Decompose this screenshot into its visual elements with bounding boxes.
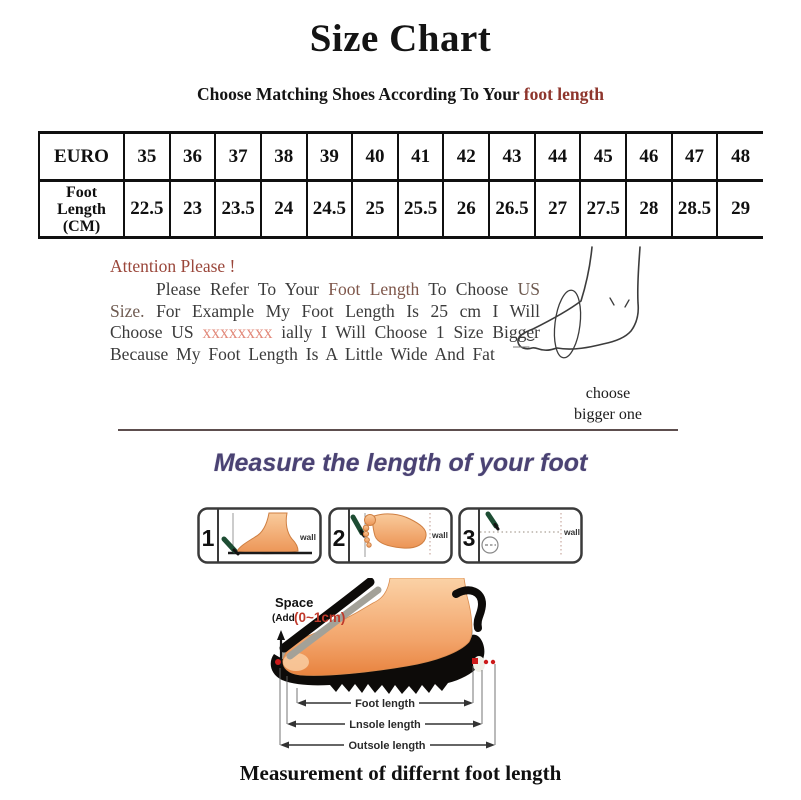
foot-length-inline: Foot Length (328, 279, 420, 299)
big-toe (365, 515, 376, 526)
attention-paragraph: Please Refer To Your Foot Length To Choose US Size. For Example My Foot Length Is 25 cm I Will Choose US xxxxxxxx ially I Will Choose 1 Size Bigger Because My Foot Length Is A Little Wide And Fat (110, 279, 540, 364)
euro-size: 37 (215, 133, 261, 181)
euro-size: 35 (124, 133, 170, 181)
euro-size: 48 (717, 133, 763, 181)
step-1-panel (197, 507, 322, 564)
foot-length-arrow (297, 695, 473, 710)
euro-size: 42 (443, 133, 489, 181)
foot-length-cm: 26.5 (489, 181, 535, 238)
subtitle-highlight: foot length (523, 84, 604, 104)
wall-label: wall (563, 527, 580, 537)
euro-header: EURO (39, 133, 124, 181)
censored-text: xxxxxxxx (202, 322, 273, 342)
heel-point-marker (472, 658, 478, 664)
choose-bigger-note: choose bigger one (574, 385, 642, 424)
foot-length-cm: 25 (352, 181, 398, 238)
wall-label: wall (431, 530, 448, 540)
foot-length-cm: 27 (535, 181, 581, 238)
attention-heading: Attention Please ! (110, 256, 236, 276)
euro-size: 36 (170, 133, 216, 181)
euro-size: 41 (398, 133, 444, 181)
size-table (38, 131, 763, 239)
euro-size: 47 (672, 133, 718, 181)
subtitle (0, 84, 801, 105)
attention-block (110, 256, 540, 365)
foot-length-cm: 27.5 (580, 181, 626, 238)
foot-length-cm: 28 (626, 181, 672, 238)
foot-length-cm: 23.5 (215, 181, 261, 238)
foot-length-cm: 26 (443, 181, 489, 238)
section-divider (118, 429, 678, 431)
euro-size: 39 (307, 133, 353, 181)
euro-size: 40 (352, 133, 398, 181)
insole-length-label: Lnsole length (349, 719, 421, 731)
footlength-header: Foot Length (CM) (39, 181, 124, 238)
step-2-panel (328, 507, 453, 564)
foot-length-cm: 24.5 (307, 181, 353, 238)
step-3-panel (458, 507, 583, 564)
euro-size: 43 (489, 133, 535, 181)
step-number: 2 (332, 525, 346, 551)
insole-length-arrow (287, 716, 482, 731)
euro-size: 38 (261, 133, 307, 181)
foot-length-cm: 25.5 (398, 181, 444, 238)
foot-sketch-illustration (513, 243, 673, 383)
outsole-length-label: Outsole length (348, 740, 426, 752)
range-label: (0~1cm) (294, 610, 346, 625)
measure-section-heading: Measure the length of your foot (213, 449, 588, 477)
foot-length-cm: 28.5 (672, 181, 718, 238)
euro-size: 46 (626, 133, 672, 181)
add-label: (Add (272, 613, 295, 624)
foot-length-cm: 22.5 (124, 181, 170, 238)
foot-measurement-diagram (232, 578, 577, 760)
euro-size: 45 (580, 133, 626, 181)
toe-point-marker (275, 659, 281, 665)
euro-size: 44 (535, 133, 581, 181)
foot-length-label: Foot length (355, 698, 415, 710)
bottom-caption: Measurement of differnt foot length (239, 761, 562, 785)
step-number: 1 (201, 525, 215, 551)
page-title: Size Chart (309, 17, 492, 60)
space-label: Space (275, 595, 314, 610)
outsole-length-arrow (280, 737, 495, 752)
step-number: 3 (462, 525, 476, 551)
table-row-euro (39, 133, 763, 181)
foot-length-cm: 24 (261, 181, 307, 238)
foot-length-cm: 23 (170, 181, 216, 238)
table-row-footlength (39, 181, 763, 238)
us-size-inline: US Size. (110, 279, 540, 321)
subtitle-text: Choose Matching Shoes According To Your (197, 84, 524, 104)
wall-label: wall (299, 532, 316, 542)
foot-length-cm: 29 (731, 198, 751, 219)
